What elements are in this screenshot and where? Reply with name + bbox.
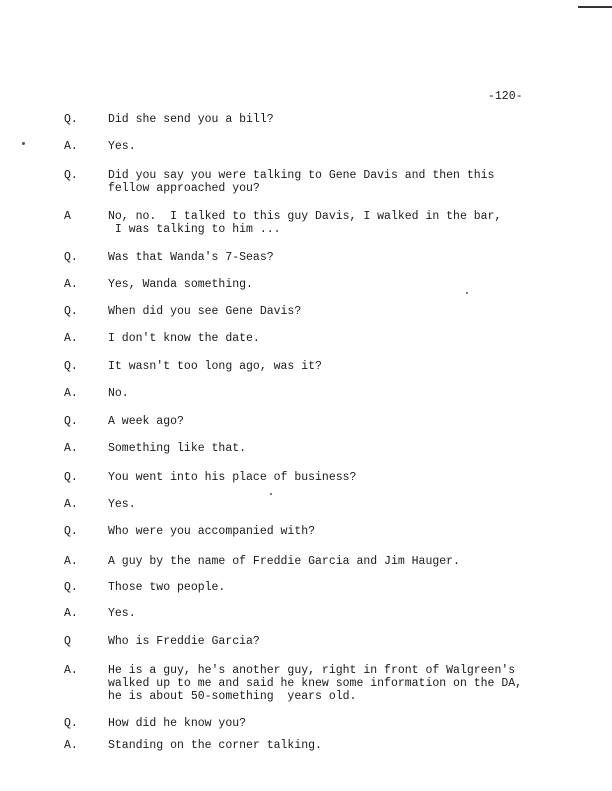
speaker-label: A. [64,498,78,511]
speaker-label: Q. [64,251,78,264]
speaker-label: A [64,210,71,223]
line-text: No, no. I talked to this guy Davis, I walked in the bar, I was talking to him ... [108,210,502,236]
speaker-label: A. [64,607,78,620]
line-text: Yes. [108,498,136,511]
line-text: Yes. [108,607,136,620]
speaker-label: A. [64,442,78,455]
line-text: Did she send you a bill? [108,113,274,126]
speaker-label: Q. [64,360,78,373]
speaker-label: A. [64,332,78,345]
speaker-label: A. [64,140,78,153]
speaker-label: A. [64,739,78,752]
line-text: How did he know you? [108,717,247,730]
speaker-label: A. [64,387,78,400]
line-text: Those two people. [108,581,226,594]
line-text: No. [108,387,129,400]
line-text: I don't know the date. [108,332,260,345]
speaker-label: A. [64,555,78,568]
line-text: Who were you accompanied with? [108,525,316,538]
line-text: Was that Wanda's 7-Seas? [108,251,274,264]
scan-speck [22,142,25,145]
speaker-label: Q. [64,415,78,428]
speaker-label: Q. [64,717,78,730]
line-text: Standing on the corner talking. [108,739,322,752]
scan-speck [466,292,468,294]
line-text: A guy by the name of Freddie Garcia and Jim Hauger. [108,555,460,568]
speaker-label: A. [64,664,78,677]
speaker-label: Q. [64,525,78,538]
line-text: A week ago? [108,415,184,428]
line-text: When did you see Gene Davis? [108,305,302,318]
scan-mark [578,6,612,8]
line-text: Something like that. [108,442,247,455]
speaker-label: Q. [64,471,78,484]
line-text: It wasn't too long ago, was it? [108,360,322,373]
page-number: -120- [488,90,523,103]
speaker-label: Q. [64,581,78,594]
speaker-label: A. [64,278,78,291]
line-text: You went into his place of business? [108,471,357,484]
speaker-label: Q. [64,305,78,318]
speaker-label: Q. [64,113,78,126]
scan-speck [270,493,272,495]
line-text: Did you say you were talking to Gene Davis and then this fellow approached you? [108,169,495,195]
speaker-label: Q. [64,169,78,182]
line-text: Who is Freddie Garcia? [108,635,260,648]
speaker-label: Q [64,635,71,648]
line-text: Yes, Wanda something. [108,278,253,291]
line-text: He is a guy, he's another guy, right in front of Walgreen's walked up to me and said he knew some information on the DA, he is about 50-something years old. [108,664,523,703]
line-text: Yes. [108,140,136,153]
